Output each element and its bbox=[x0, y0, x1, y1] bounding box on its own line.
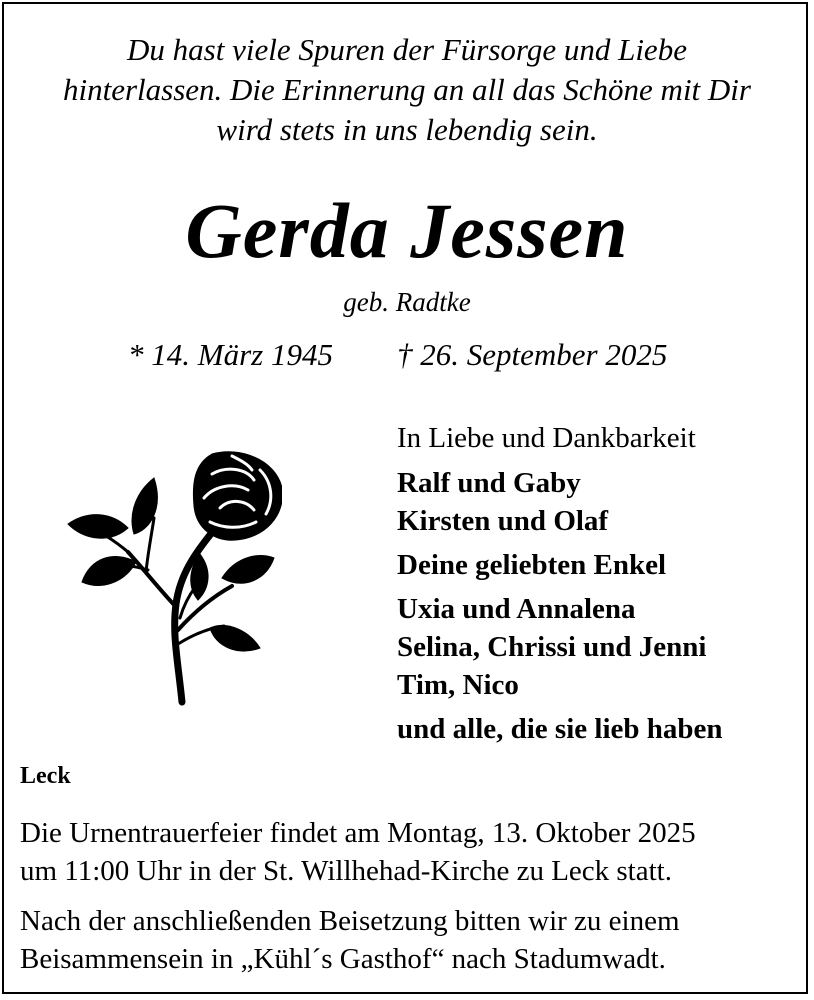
ceremony-line: Beisammensein in „Kühl´s Gasthof“ nach Stadumwadt. bbox=[20, 943, 666, 975]
mourner-line: Kirsten und Olaf bbox=[397, 505, 609, 537]
mourner-line: Selina, Chrissi und Jenni bbox=[397, 631, 707, 663]
ceremony-info bbox=[20, 814, 800, 978]
ceremony-line: um 11:00 Uhr in der St. Willhehad-Kirche zu Leck statt. bbox=[20, 855, 672, 887]
place-name: Leck bbox=[20, 763, 71, 789]
motto-line: hinterlassen. Die Erinnerung an all das Schöne mit Dir bbox=[63, 72, 751, 107]
mourner-line: Deine geliebten Enkel bbox=[397, 549, 667, 581]
death-date: † 26. September 2025 bbox=[397, 337, 668, 372]
birth-date: * 14. März 1945 bbox=[128, 337, 333, 372]
mourner-line: Uxia und Annalena bbox=[397, 593, 636, 625]
motto-line: wird stets in uns lebendig sein. bbox=[216, 112, 598, 147]
rose-icon bbox=[64, 448, 282, 710]
ceremony-line: Nach der anschließenden Beisetzung bitten wir zu einem bbox=[20, 905, 680, 937]
mourner-line: Tim, Nico bbox=[397, 669, 519, 701]
mourner-line: und alle, die sie lieb haben bbox=[397, 713, 723, 745]
motto-line: Du hast viele Spuren der Fürsorge und Liebe bbox=[127, 32, 687, 67]
mourners-intro: In Liebe und Dankbarkeit bbox=[397, 422, 696, 454]
deceased-name: Gerda Jessen bbox=[185, 187, 629, 274]
mourner-line: Ralf und Gaby bbox=[397, 467, 581, 499]
mourners-list bbox=[397, 418, 807, 748]
birth-name: geb. Radtke bbox=[343, 287, 471, 317]
ceremony-line: Die Urnentrauerfeier findet am Montag, 13. Oktober 2025 bbox=[20, 817, 696, 849]
motto bbox=[0, 30, 814, 150]
